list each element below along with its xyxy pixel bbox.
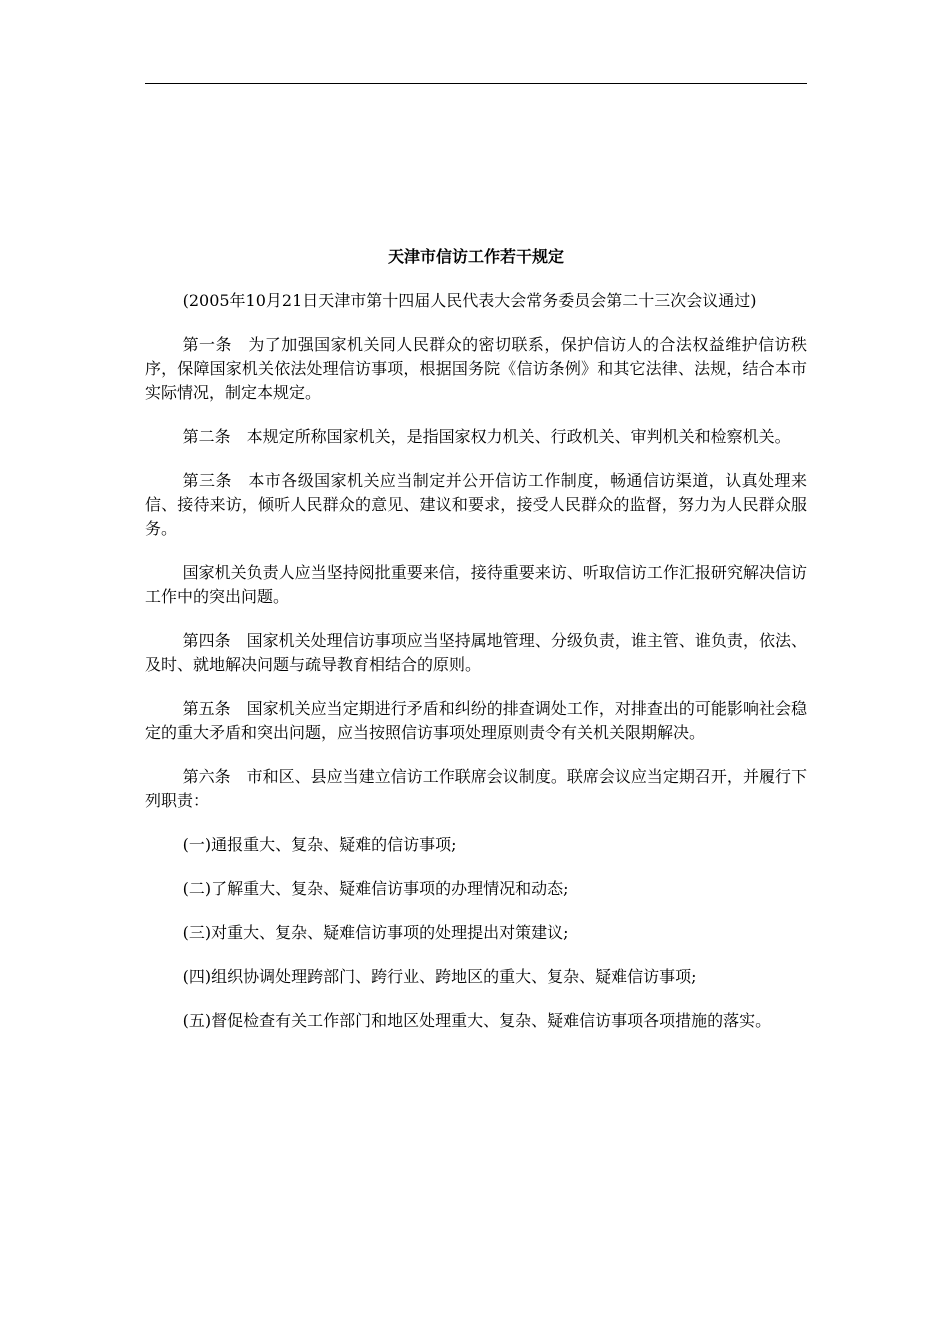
article-3 <box>145 469 807 541</box>
paragraph-text: (三)对重大、复杂、疑难信访事项的处理提出对策建议; <box>182 923 569 942</box>
article-4 <box>145 629 807 677</box>
paragraph-text: 本规定所称国家机关，是指国家权力机关、行政机关、审判机关和检察机关。 <box>246 427 791 446</box>
paragraph-text: (五)督促检查有关工作部门和地区处理重大、复杂、疑难信访事项各项措施的落实。 <box>182 1011 772 1030</box>
paragraph-text: 市和区、县应当建立信访工作联席会议制度。联席会议应当定期召开，并履行下列职责： <box>145 767 807 810</box>
paragraph-text: 本市各级国家机关应当制定并公开信访工作制度，畅通信访渠道，认真处理来信、接待来访，倾听人民群众的意见、建议和要求，接受人民群众的监督，努力为人民群众服务。 <box>145 471 807 538</box>
duty-item-1 <box>145 833 807 857</box>
duty-item-5 <box>145 1009 807 1033</box>
document-title: 天津市信访工作若干规定 <box>387 247 564 266</box>
paragraph-text: 为了加强国家机关同人民群众的密切联系，保护信访人的合法权益维护信访秩序，保障国家机关依法处理信访事项，根据国务院《信访条例》和其它法律、法规，结合本市实际情况，制定本规定。 <box>145 335 807 402</box>
article-3-paragraph-2 <box>145 561 807 609</box>
paragraph-text: (四)组织协调处理跨部门、跨行业、跨地区的重大、复杂、疑难信访事项; <box>182 967 697 986</box>
article-1 <box>145 333 807 405</box>
paragraph-text: 国家机关负责人应当坚持阅批重要来信，接待重要来访、听取信访工作汇报研究解决信访工作中的突出问题。 <box>145 563 807 606</box>
article-label: 第六条 <box>182 767 231 786</box>
article-6 <box>145 765 807 813</box>
article-label: 第四条 <box>182 631 231 650</box>
article-label: 第五条 <box>182 699 231 718</box>
paragraph-text: (2005年10月21日天津市第十四届人民代表大会常务委员会第二十三次会议通过) <box>182 291 757 310</box>
adoption-note <box>145 289 807 313</box>
article-2 <box>145 425 807 449</box>
article-label: 第一条 <box>182 335 232 354</box>
header-rule <box>145 83 807 84</box>
duty-item-2 <box>145 877 807 901</box>
duty-item-3 <box>145 921 807 945</box>
paragraph-text: 国家机关处理信访事项应当坚持属地管理、分级负责，谁主管、谁负责，依法、及时、就地解决问题与疏导教育相结合的原则。 <box>145 631 807 674</box>
paragraph-text: 国家机关应当定期进行矛盾和纠纷的排查调处工作，对排查出的可能影响社会稳定的重大矛盾和突出问题，应当按照信访事项处理原则责令有关机关限期解决。 <box>145 699 807 742</box>
paragraph-text: (二)了解重大、复杂、疑难信访事项的办理情况和动态; <box>182 879 569 898</box>
paragraph-text: (一)通报重大、复杂、疑难的信访事项; <box>182 835 457 854</box>
document-body <box>145 245 807 1053</box>
duty-item-4 <box>145 965 807 989</box>
article-5 <box>145 697 807 745</box>
article-label: 第三条 <box>182 471 232 490</box>
article-label: 第二条 <box>182 427 231 446</box>
